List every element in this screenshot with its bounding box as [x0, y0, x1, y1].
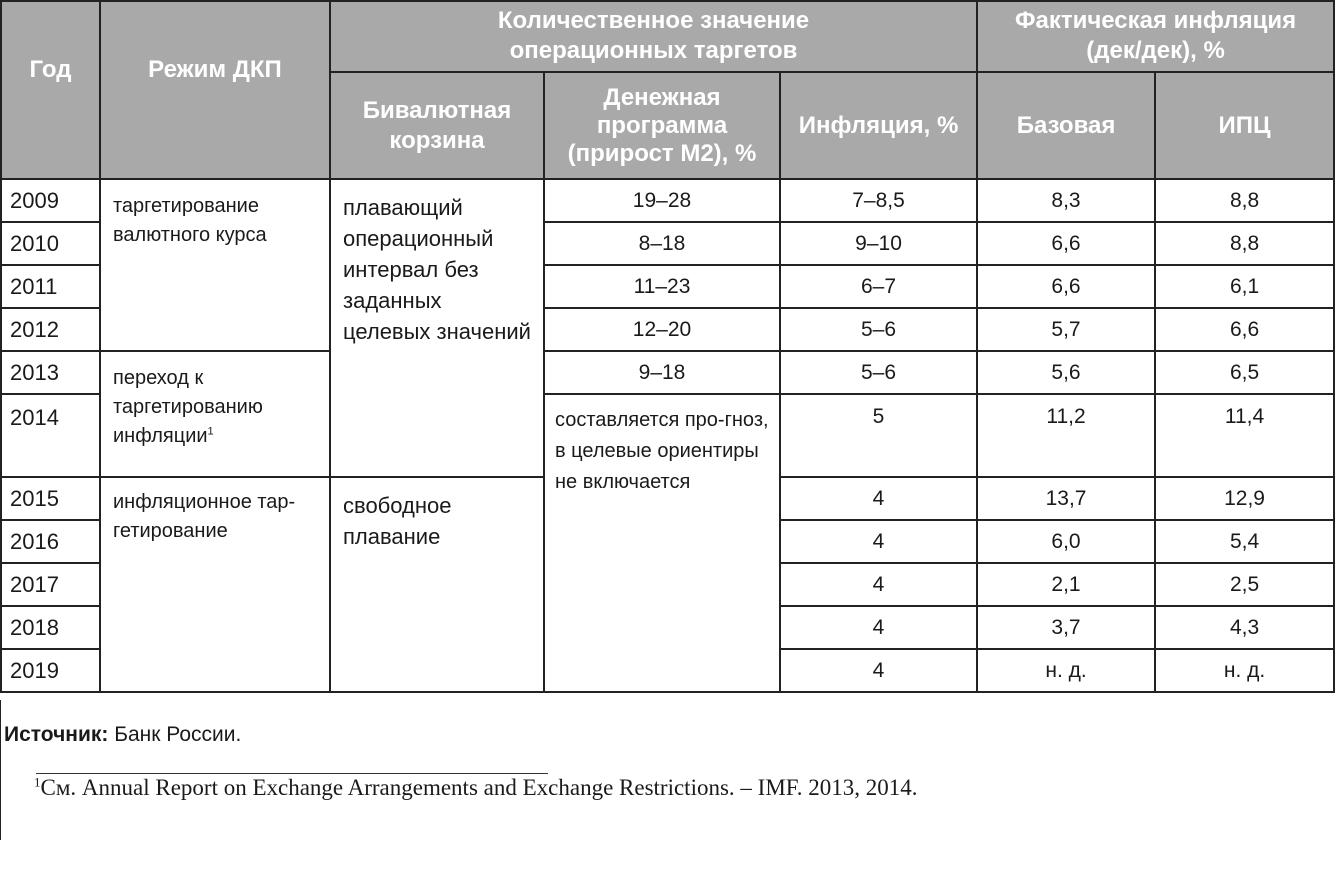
header-regime: Режим ДКП: [100, 1, 330, 179]
cell-cpi: 8,8: [1155, 179, 1334, 222]
cell-year: 2018: [1, 606, 100, 649]
cell-inflation-target: 5–6: [780, 351, 977, 394]
header-year: Год: [1, 1, 100, 179]
footnote-mark: 1: [207, 425, 214, 438]
cell-core-inflation: 8,3: [977, 179, 1155, 222]
cell-cpi: 8,8: [1155, 222, 1334, 265]
cell-cpi: 6,5: [1155, 351, 1334, 394]
cell-inflation-target: 4: [780, 563, 977, 606]
cell-cpi: 12,9: [1155, 477, 1334, 520]
table-row: [1, 179, 1334, 222]
footnote-number: 1: [34, 774, 41, 790]
cell-year: 2010: [1, 222, 100, 265]
cell-m2-growth: 9–18: [544, 351, 780, 394]
cell-regime-fx-targeting: таргетирование валютного курса: [100, 179, 330, 351]
cell-regime-transition: переход к таргетированию инфляции$^1$: [100, 351, 330, 477]
cell-m2-growth: 12–20: [544, 308, 780, 351]
left-margin-rule: [0, 700, 1, 840]
cell-core-inflation: 6,0: [977, 520, 1155, 563]
cell-m2-growth: 11–23: [544, 265, 780, 308]
cell-core-inflation: 3,7: [977, 606, 1155, 649]
cell-core-inflation: 11,2: [977, 394, 1155, 477]
cell-inflation-target: 4: [780, 606, 977, 649]
table-header: [1, 1, 1334, 179]
cell-inflation-target: 4: [780, 477, 977, 520]
header-operational-targets: Количественное значение операционных таргетов: [330, 1, 977, 72]
header-core-inflation: Базовая: [977, 72, 1155, 179]
cell-money-program-note: составляется про-гноз, в целевые ориентиры не включается: [544, 394, 780, 692]
cell-cpi: 5,4: [1155, 520, 1334, 563]
source-text: Банк России.: [114, 723, 242, 746]
cell-inflation-target: 7–8,5: [780, 179, 977, 222]
cell-inflation-target: 4: [780, 520, 977, 563]
header-cpi: ИПЦ: [1155, 72, 1334, 179]
header-money-program: Денежная программа (прирост М2), %: [544, 72, 780, 179]
table-body: [1, 179, 1334, 692]
cell-year: 2014: [1, 394, 100, 477]
cell-inflation-target: 6–7: [780, 265, 977, 308]
cell-year: 2019: [1, 649, 100, 692]
header-basket: Бивалютная корзина: [330, 72, 544, 179]
cell-core-inflation: 13,7: [977, 477, 1155, 520]
cell-inflation-target: 4: [780, 649, 977, 692]
cell-cpi: н. д.: [1155, 649, 1334, 692]
header-inflation-target: Инфляция, %: [780, 72, 977, 179]
header-actual-inflation: Фактическая инфляция (дек/дек), %: [977, 1, 1334, 72]
cell-cpi: 2,5: [1155, 563, 1334, 606]
cell-year: 2013: [1, 351, 100, 394]
cell-regime-inflation-targeting: инфляционное тар-гетирование: [100, 477, 330, 692]
cell-inflation-target: 5–6: [780, 308, 977, 351]
table-row: [1, 351, 1334, 394]
cell-year: 2017: [1, 563, 100, 606]
cell-core-inflation: 6,6: [977, 222, 1155, 265]
cell-core-inflation: 2,1: [977, 563, 1155, 606]
cell-year: 2016: [1, 520, 100, 563]
footnote-text: См. Annual Report on Exchange Arrangements and Exchange Restrictions. – IMF. 2013, 2014.: [40, 775, 918, 800]
cell-m2-growth: 8–18: [544, 222, 780, 265]
cell-year: 2011: [1, 265, 100, 308]
footnote: [34, 775, 917, 801]
cell-cpi: 4,3: [1155, 606, 1334, 649]
cell-year: 2015: [1, 477, 100, 520]
cell-core-inflation: н. д.: [977, 649, 1155, 692]
cell-inflation-target: 5: [780, 394, 977, 477]
footnote-divider: [36, 773, 548, 774]
cell-cpi: 6,6: [1155, 308, 1334, 351]
cell-basket-free-float: свободное плавание: [330, 477, 544, 692]
cell-core-inflation: 5,6: [977, 351, 1155, 394]
cell-m2-growth: 19–28: [544, 179, 780, 222]
cell-cpi: 6,1: [1155, 265, 1334, 308]
cell-year: 2012: [1, 308, 100, 351]
cell-core-inflation: 5,7: [977, 308, 1155, 351]
cell-cpi: 11,4: [1155, 394, 1334, 477]
source-label: Источник:: [4, 723, 109, 746]
cell-inflation-target: 9–10: [780, 222, 977, 265]
cell-core-inflation: 6,6: [977, 265, 1155, 308]
cell-basket-floating-band: плавающий операционный интервал без заданных целевых значений: [330, 179, 544, 477]
source-note: [4, 723, 241, 747]
cell-year: 2009: [1, 179, 100, 222]
